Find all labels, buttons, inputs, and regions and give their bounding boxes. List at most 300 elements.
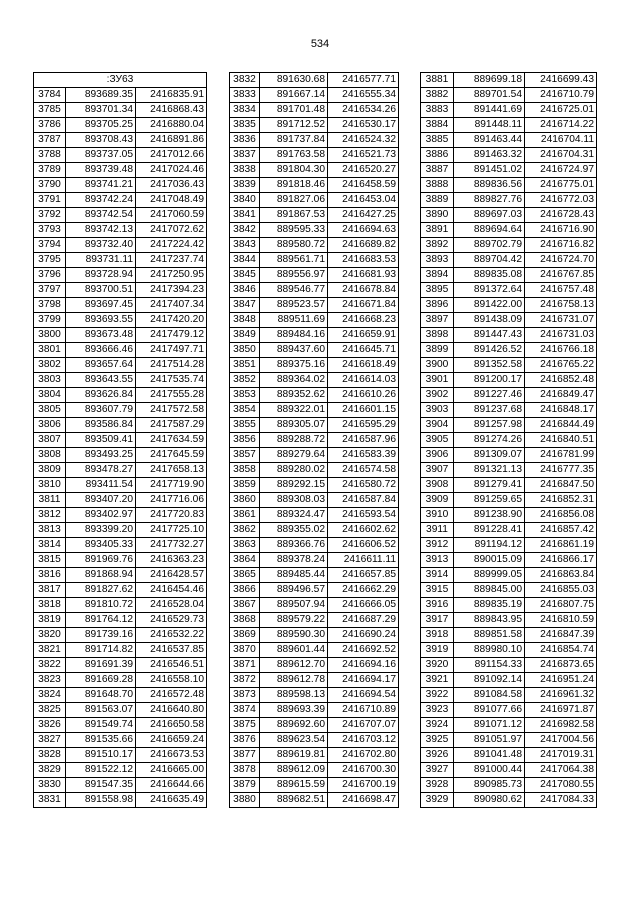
point-number: 3785 [34,103,66,118]
point-number: 3791 [34,193,66,208]
x-coordinate: 889590.30 [260,628,328,643]
x-coordinate: 891463.44 [454,133,525,148]
table-row [421,88,597,103]
x-coordinate: 890985.73 [454,778,525,793]
x-coordinate: 893643.55 [66,373,136,388]
x-coordinate: 891441.69 [454,103,525,118]
point-number: 3819 [34,613,66,628]
y-coordinate: 2416772.03 [525,193,597,208]
table-row [421,178,597,193]
x-coordinate: 891763.58 [260,148,328,163]
table-row [34,643,207,658]
table-row [230,688,399,703]
table-row [421,208,597,223]
point-number: 3916 [421,598,454,613]
point-number: 3860 [230,493,260,508]
table-row [34,448,207,463]
table-row [34,253,207,268]
point-number: 3805 [34,403,66,418]
point-number: 3865 [230,568,260,583]
y-coordinate: 2416453.04 [328,193,399,208]
y-coordinate: 2417224.42 [136,238,207,253]
table-row [34,538,207,553]
x-coordinate: 889288.72 [260,433,328,448]
x-coordinate: 893586.84 [66,418,136,433]
y-coordinate: 2416587.84 [328,493,399,508]
x-coordinate: 893493.25 [66,448,136,463]
y-coordinate: 2416731.07 [525,313,597,328]
point-number: 3903 [421,403,454,418]
x-coordinate: 889612.78 [260,673,328,688]
x-coordinate: 891041.48 [454,748,525,763]
point-number: 3867 [230,598,260,613]
table-row [421,688,597,703]
x-coordinate: 889308.03 [260,493,328,508]
x-coordinate: 891448.11 [454,118,525,133]
y-coordinate: 2416678.84 [328,283,399,298]
y-coordinate: 2416807.75 [525,598,597,613]
y-coordinate: 2416537.85 [136,643,207,658]
point-number: 3876 [230,733,260,748]
y-coordinate: 2416767.85 [525,268,597,283]
x-coordinate: 891712.52 [260,118,328,133]
point-number: 3851 [230,358,260,373]
point-number: 3842 [230,223,260,238]
table-row [230,268,399,283]
y-coordinate: 2416659.91 [328,328,399,343]
point-number: 3843 [230,238,260,253]
x-coordinate: 891154.33 [454,658,525,673]
y-coordinate: 2416683.53 [328,253,399,268]
point-number: 3834 [230,103,260,118]
y-coordinate: 2416595.29 [328,418,399,433]
y-coordinate: 2416534.26 [328,103,399,118]
table-body [421,73,597,808]
y-coordinate: 2416857.42 [525,523,597,538]
point-number: 3908 [421,478,454,493]
point-number: 3888 [421,178,454,193]
table-row [421,298,597,313]
point-number: 3797 [34,283,66,298]
y-coordinate: 2416849.47 [525,388,597,403]
table-row [421,508,597,523]
x-coordinate: 891438.09 [454,313,525,328]
x-coordinate: 889511.69 [260,313,328,328]
x-coordinate: 889595.33 [260,223,328,238]
y-coordinate: 2416532.22 [136,628,207,643]
y-coordinate: 2416520.27 [328,163,399,178]
point-number: 3907 [421,463,454,478]
point-number: 3918 [421,628,454,643]
table-row [230,553,399,568]
x-coordinate: 893742.24 [66,193,136,208]
y-coordinate: 2416704.11 [525,133,597,148]
y-coordinate: 2417514.28 [136,358,207,373]
x-coordinate: 889851.58 [454,628,525,643]
table-row [421,358,597,373]
point-number: 3847 [230,298,260,313]
point-number: 3806 [34,418,66,433]
point-number: 3859 [230,478,260,493]
table-row [230,328,399,343]
x-coordinate: 889352.62 [260,388,328,403]
point-number: 3822 [34,658,66,673]
x-coordinate: 890015.09 [454,553,525,568]
x-coordinate: 893731.11 [66,253,136,268]
x-coordinate: 891077.66 [454,703,525,718]
table-row [34,103,207,118]
point-number: 3892 [421,238,454,253]
x-coordinate: 889692.60 [260,718,328,733]
table-row [230,658,399,673]
point-number: 3841 [230,208,260,223]
y-coordinate: 2416868.43 [136,103,207,118]
y-coordinate: 2417394.23 [136,283,207,298]
table-row [230,493,399,508]
table-row [230,208,399,223]
table-row [34,478,207,493]
y-coordinate: 2416982.58 [525,718,597,733]
x-coordinate: 889579.22 [260,613,328,628]
table-row [230,718,399,733]
point-number: 3928 [421,778,454,793]
y-coordinate: 2417060.59 [136,208,207,223]
table-row [421,463,597,478]
x-coordinate: 893478.27 [66,463,136,478]
y-coordinate: 2417555.28 [136,388,207,403]
table-row [34,583,207,598]
point-number: 3826 [34,718,66,733]
table-row [34,133,207,148]
table-row [230,103,399,118]
table-row [34,238,207,253]
point-number: 3784 [34,88,66,103]
x-coordinate: 889697.03 [454,208,525,223]
point-number: 3844 [230,253,260,268]
x-coordinate: 889623.54 [260,733,328,748]
point-number: 3883 [421,103,454,118]
x-coordinate: 889980.10 [454,643,525,658]
table-row [421,193,597,208]
table-row [230,523,399,538]
x-coordinate: 891227.46 [454,388,525,403]
table-row [230,118,399,133]
y-coordinate: 2417012.66 [136,148,207,163]
x-coordinate: 891827.06 [260,193,328,208]
y-coordinate: 2416546.51 [136,658,207,673]
x-coordinate: 893732.40 [66,238,136,253]
y-coordinate: 2417479.12 [136,328,207,343]
point-number: 3786 [34,118,66,133]
y-coordinate: 2416861.19 [525,538,597,553]
point-number: 3922 [421,688,454,703]
y-coordinate: 2416891.86 [136,133,207,148]
table-row [421,103,597,118]
point-number: 3839 [230,178,260,193]
table-header: :ЗУ63 [34,73,207,88]
y-coordinate: 2417719.90 [136,478,207,493]
table-row [34,658,207,673]
table-row [421,598,597,613]
x-coordinate: 891084.58 [454,688,525,703]
page-number: 534 [310,38,330,50]
x-coordinate: 893626.84 [66,388,136,403]
x-coordinate: 889292.15 [260,478,328,493]
point-number: 3890 [421,208,454,223]
y-coordinate: 2416524.32 [328,133,399,148]
x-coordinate: 889484.16 [260,328,328,343]
x-coordinate: 893402.97 [66,508,136,523]
point-number: 3828 [34,748,66,763]
y-coordinate: 2416558.10 [136,673,207,688]
x-coordinate: 891648.70 [66,688,136,703]
table-row [421,643,597,658]
y-coordinate: 2416572.48 [136,688,207,703]
point-number: 3820 [34,628,66,643]
y-coordinate: 2416702.80 [328,748,399,763]
x-coordinate: 891969.76 [66,553,136,568]
x-coordinate: 889699.18 [454,73,525,88]
y-coordinate: 2416971.87 [525,703,597,718]
x-coordinate: 889682.51 [260,793,328,808]
x-coordinate: 893405.33 [66,538,136,553]
table-row [230,478,399,493]
x-coordinate: 889366.76 [260,538,328,553]
table-row [230,778,399,793]
x-coordinate: 891667.14 [260,88,328,103]
point-number: 3852 [230,373,260,388]
x-coordinate: 889827.76 [454,193,525,208]
x-coordinate: 891237.68 [454,403,525,418]
x-coordinate: 891321.13 [454,463,525,478]
table-row [421,553,597,568]
y-coordinate: 2417407.34 [136,298,207,313]
table-row [34,733,207,748]
x-coordinate: 891669.28 [66,673,136,688]
y-coordinate: 2416840.51 [525,433,597,448]
y-coordinate: 2416847.39 [525,628,597,643]
table-header-row [34,73,207,88]
y-coordinate: 2417019.31 [525,748,597,763]
table-row [421,373,597,388]
x-coordinate: 891279.41 [454,478,525,493]
y-coordinate: 2416611.11 [328,553,399,568]
y-coordinate: 2416873.65 [525,658,597,673]
point-number: 3906 [421,448,454,463]
y-coordinate: 2416427.25 [328,208,399,223]
x-coordinate: 889694.64 [454,223,525,238]
y-coordinate: 2416710.89 [328,703,399,718]
table-row [34,433,207,448]
y-coordinate: 2416662.29 [328,583,399,598]
y-coordinate: 2416602.62 [328,523,399,538]
x-coordinate: 889836.56 [454,178,525,193]
y-coordinate: 2417645.59 [136,448,207,463]
coordinate-table-1 [33,72,207,808]
table-row [34,163,207,178]
table-row [421,253,597,268]
point-number: 3825 [34,703,66,718]
point-number: 3827 [34,733,66,748]
point-number: 3813 [34,523,66,538]
point-number: 3901 [421,373,454,388]
table-row [421,703,597,718]
table-row [421,313,597,328]
table-row [421,268,597,283]
y-coordinate: 2416700.19 [328,778,399,793]
table-row [230,628,399,643]
y-coordinate: 2416587.96 [328,433,399,448]
y-coordinate: 2416521.73 [328,148,399,163]
point-number: 3857 [230,448,260,463]
x-coordinate: 893689.35 [66,88,136,103]
point-number: 3816 [34,568,66,583]
y-coordinate: 2416716.82 [525,238,597,253]
point-number: 3902 [421,388,454,403]
x-coordinate: 889280.02 [260,463,328,478]
y-coordinate: 2416758.13 [525,298,597,313]
y-coordinate: 2416714.22 [525,118,597,133]
point-number: 3897 [421,313,454,328]
point-number: 3808 [34,448,66,463]
y-coordinate: 2416716.90 [525,223,597,238]
table-row [421,238,597,253]
point-number: 3912 [421,538,454,553]
table-row [230,238,399,253]
table-row [230,763,399,778]
point-number: 3896 [421,298,454,313]
table-row [34,748,207,763]
table-row [34,193,207,208]
table-row [230,163,399,178]
y-coordinate: 2416645.71 [328,343,399,358]
table-row [230,388,399,403]
x-coordinate: 893742.54 [66,208,136,223]
x-coordinate: 889496.57 [260,583,328,598]
y-coordinate: 2416781.99 [525,448,597,463]
x-coordinate: 891071.12 [454,718,525,733]
x-coordinate: 889324.47 [260,508,328,523]
table-row [230,403,399,418]
point-number: 3821 [34,643,66,658]
y-coordinate: 2416766.18 [525,343,597,358]
x-coordinate: 889845.00 [454,583,525,598]
table-row [230,343,399,358]
point-number: 3831 [34,793,66,808]
y-coordinate: 2417080.55 [525,778,597,793]
y-coordinate: 2417587.29 [136,418,207,433]
x-coordinate: 891764.12 [66,613,136,628]
point-number: 3923 [421,703,454,718]
table-row [34,388,207,403]
point-number: 3915 [421,583,454,598]
y-coordinate: 2416671.84 [328,298,399,313]
y-coordinate: 2416580.72 [328,478,399,493]
y-coordinate: 2416574.58 [328,463,399,478]
x-coordinate: 889704.42 [454,253,525,268]
x-coordinate: 893737.05 [66,148,136,163]
y-coordinate: 2416363.23 [136,553,207,568]
y-coordinate: 2416728.43 [525,208,597,223]
y-coordinate: 2416528.04 [136,598,207,613]
table-row [34,418,207,433]
y-coordinate: 2417084.33 [525,793,597,808]
point-number: 3832 [230,73,260,88]
y-coordinate: 2416618.49 [328,358,399,373]
point-number: 3929 [421,793,454,808]
table-row [421,793,597,808]
y-coordinate: 2416703.12 [328,733,399,748]
x-coordinate: 891691.39 [66,658,136,673]
x-coordinate: 891194.12 [454,538,525,553]
point-number: 3864 [230,553,260,568]
table-row [421,328,597,343]
point-number: 3855 [230,418,260,433]
x-coordinate: 893701.34 [66,103,136,118]
table-row [34,118,207,133]
point-number: 3804 [34,388,66,403]
table-row [421,628,597,643]
table-row [421,763,597,778]
x-coordinate: 889507.94 [260,598,328,613]
x-coordinate: 889835.19 [454,598,525,613]
y-coordinate: 2416644.66 [136,778,207,793]
table-row [421,673,597,688]
point-number: 3846 [230,283,260,298]
y-coordinate: 2417036.43 [136,178,207,193]
table-row [34,328,207,343]
point-number: 3898 [421,328,454,343]
point-number: 3881 [421,73,454,88]
x-coordinate: 889322.01 [260,403,328,418]
table-row [230,433,399,448]
point-number: 3869 [230,628,260,643]
y-coordinate: 2416694.16 [328,658,399,673]
point-number: 3790 [34,178,66,193]
point-number: 3809 [34,463,66,478]
table-row [421,133,597,148]
point-number: 3904 [421,418,454,433]
y-coordinate: 2416775.01 [525,178,597,193]
x-coordinate: 893742.13 [66,223,136,238]
table-row [421,403,597,418]
x-coordinate: 889693.39 [260,703,328,718]
table-row [230,253,399,268]
y-coordinate: 2416690.24 [328,628,399,643]
table-row [34,403,207,418]
y-coordinate: 2416863.84 [525,568,597,583]
table-row [230,568,399,583]
point-number: 3811 [34,493,66,508]
y-coordinate: 2416659.24 [136,733,207,748]
y-coordinate: 2416673.53 [136,748,207,763]
point-number: 3807 [34,433,66,448]
point-number: 3919 [421,643,454,658]
x-coordinate: 889619.81 [260,748,328,763]
y-coordinate: 2416710.79 [525,88,597,103]
point-number: 3910 [421,508,454,523]
point-number: 3849 [230,328,260,343]
y-coordinate: 2416665.00 [136,763,207,778]
point-number: 3824 [34,688,66,703]
table-row [230,583,399,598]
table-row [421,778,597,793]
coordinate-table-3 [420,72,597,808]
x-coordinate: 891451.02 [454,163,525,178]
x-coordinate: 891522.12 [66,763,136,778]
point-number: 3889 [421,193,454,208]
table-row [34,463,207,478]
